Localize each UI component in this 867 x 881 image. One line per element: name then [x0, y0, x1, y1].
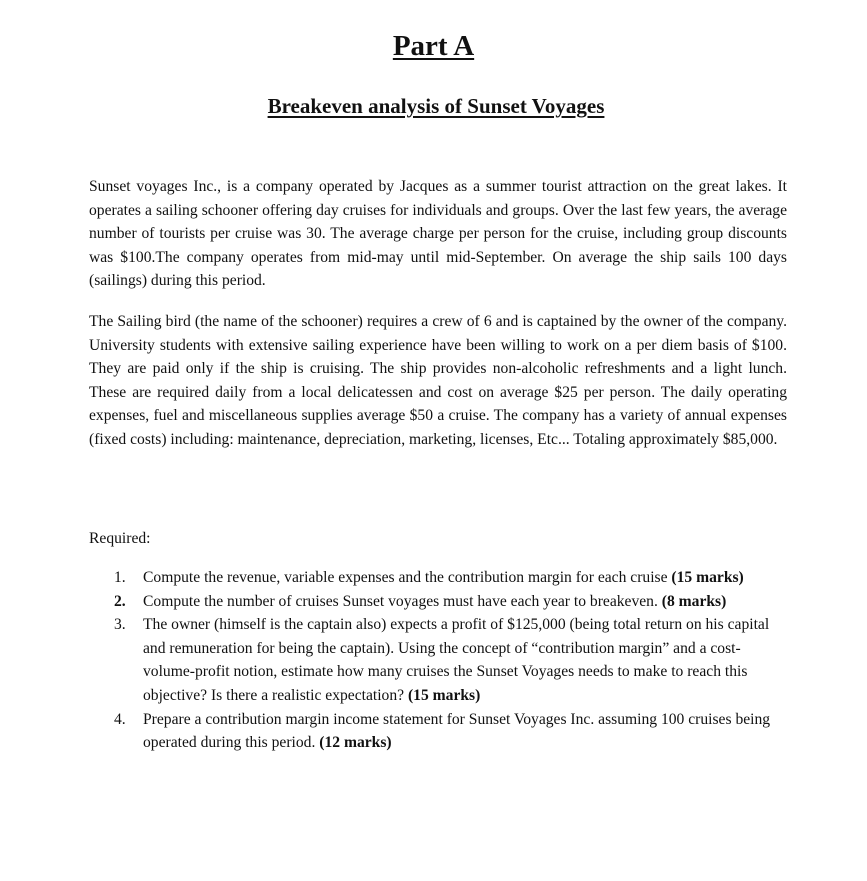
question-item	[114, 613, 788, 707]
question-text: Prepare a contribution margin income statement for Sunset Voyages Inc. assuming 100 cruises being operated during this period.	[143, 710, 771, 752]
question-number: 3.	[114, 616, 126, 634]
question-text: Compute the revenue, variable expenses and the contribution margin for each cruise	[143, 569, 672, 586]
question-text: Compute the number of cruises Sunset voyages must have each year to breakeven.	[143, 592, 662, 610]
costs-paragraph: The Sailing bird (the name of the schooner) requires a crew of 6 and is captained by the owner of the company. University students with extensive sailing experience have been willing to work on a per diem basis of $100. They are paid only if the ship is cruising. The ship provides non-alcoholic refreshments and a light lunch. These are required daily from a local delicatessen and cost on average $25 per person. The daily operating expenses, fuel and miscellaneous supplies average $50 a cruise. The company has a variety of annual expenses (fixed costs) including: maintenance, depreciation, marketing, licenses, Etc... Totaling approximately $85,000.	[89, 313, 787, 448]
page-subtitle	[0, 94, 867, 119]
question-marks: (15 marks)	[671, 569, 744, 586]
question-marks: (12 marks)	[319, 734, 392, 752]
intro-paragraph: Sunset voyages Inc., is a company operated by Jacques as a summer tourist attraction on the great lakes. It operates a sailing schooner offering day cruises for individuals and groups. Over the last few years, the average number of tourists per cruise was 30. The average charge per person for the cruise, including group discounts was $100.The company operates from mid-may until mid-September. On average the ship sails 100 days (sailings) during this period.	[89, 178, 787, 290]
subtitle-text: Breakeven analysis of Sunset Voyages	[267, 94, 605, 118]
question-text: The owner (himself is the captain also) expects a profit of $125,000 (being total return on his capital and remuneration for being the captain). Using the concept of “contribution margin” and a cost-volume-profit notion, estimate how many cruises the Sunset Voyages needs to make to reach this objective? Is there a realistic expectation?	[143, 616, 770, 704]
question-item	[114, 708, 788, 755]
questions-list	[114, 566, 788, 755]
title-text: Part A	[392, 30, 475, 62]
question-number: 1.	[114, 569, 126, 586]
question-marks: (8 marks)	[661, 592, 727, 610]
question-number: 2.	[114, 592, 126, 610]
question-number: 4.	[114, 710, 126, 728]
required-label: Required:	[89, 530, 151, 547]
question-item	[114, 566, 788, 590]
question-item	[114, 590, 788, 614]
question-marks: (15 marks)	[407, 686, 481, 704]
page-title	[0, 30, 867, 63]
